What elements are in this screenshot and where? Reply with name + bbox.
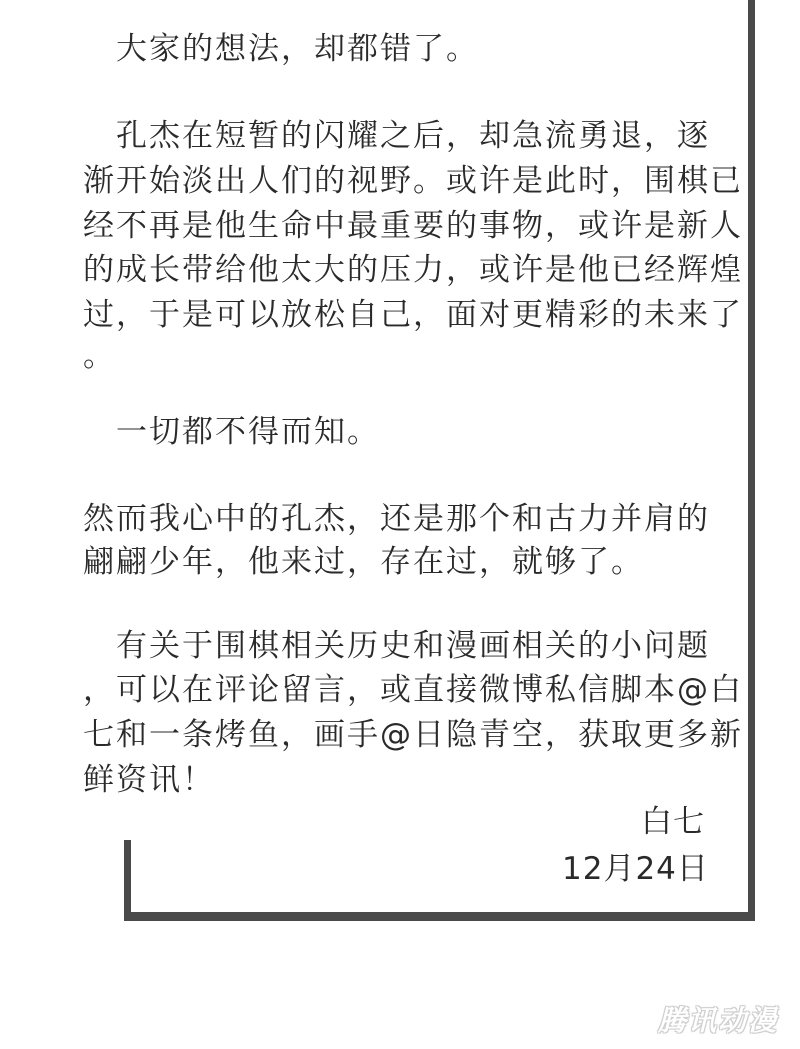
- watermark-text: 腾讯动漫: [657, 1004, 778, 1037]
- paragraph-3-line-1: 一切都不得而知。: [83, 414, 380, 450]
- frame-left-border: [124, 840, 131, 921]
- paragraph-1-line-1: 大家的想法，却都错了。: [83, 31, 479, 67]
- paragraph-2-line-3: 经不再是他生命中最重要的事物，或许是新人: [83, 208, 743, 244]
- paragraph-5-line-4: 鲜资讯！: [83, 762, 215, 798]
- paragraph-4-line-1: 然而我心中的孔杰，还是那个和古力并肩的: [83, 501, 710, 537]
- frame-right-border: [748, 0, 755, 921]
- paragraph-5-line-1: 有关于围棋相关历史和漫画相关的小问题: [83, 628, 710, 664]
- paragraph-5-line-3: 七和一条烤鱼，画手@日隐青空，获取更多新: [83, 717, 743, 753]
- paragraph-2-line-1: 孔杰在短暂的闪耀之后，却急流勇退，逐: [83, 118, 710, 154]
- frame-bottom-border: [124, 912, 755, 921]
- paragraph-2-line-2: 渐开始淡出人们的视野。或许是此时，围棋已: [83, 163, 743, 199]
- paragraph-2-line-6: 。: [83, 338, 116, 374]
- signature-date: 12月24日: [562, 851, 709, 887]
- paragraph-4-line-2: 翩翩少年，他来过，存在过，就够了。: [83, 544, 644, 580]
- watermark-logo: [655, 1003, 781, 1039]
- paragraph-5-line-2: ，可以在评论留言，或直接微博私信脚本@白: [83, 672, 743, 708]
- signature-author: 白七: [641, 804, 705, 840]
- paragraph-2-line-4: 的成长带给他太大的压力，或许是他已经辉煌: [83, 252, 743, 288]
- paragraph-2-line-5: 过，于是可以放松自己，面对更精彩的未来了: [83, 297, 743, 333]
